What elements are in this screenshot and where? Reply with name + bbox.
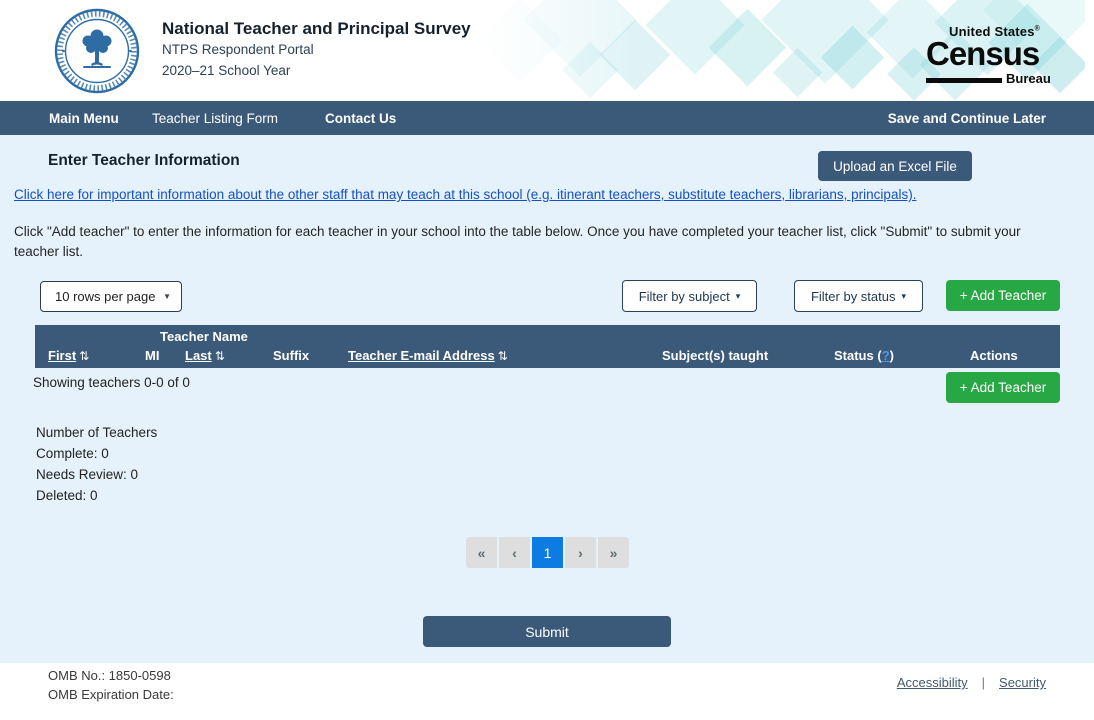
caret-down-icon: ▾ — [735, 290, 741, 301]
portal-subtitle: NTPS Respondent Portal — [162, 42, 314, 57]
census-logo-bar — [926, 78, 1002, 83]
caret-down-icon: ▾ — [901, 290, 907, 301]
col-subjects: Subject(s) taught — [662, 348, 769, 363]
submit-button[interactable]: Submit — [423, 616, 671, 647]
upload-excel-button[interactable]: Upload an Excel File — [818, 151, 972, 181]
content-area — [0, 135, 1094, 663]
pagination — [466, 537, 629, 568]
add-teacher-button-top[interactable]: + Add Teacher — [946, 280, 1060, 311]
security-link[interactable]: Security — [999, 675, 1046, 690]
census-logo-name: Census — [926, 35, 1040, 72]
nav-save-and-continue[interactable]: Save and Continue Later — [887, 111, 1046, 126]
stats-needs-review: Needs Review: 0 — [36, 467, 139, 482]
pagination-first-button[interactable]: « — [466, 537, 497, 568]
rows-per-page-value: 10 rows per page — [55, 289, 156, 304]
census-bureau-logo — [926, 24, 1052, 86]
instructions-text: Click "Add teacher" to enter the information for each teacher in your school into the table below. Once you have completed your teacher list, click "Submit" to submit your teacher list. — [14, 224, 1021, 259]
showing-teachers-text: Showing teachers 0-0 of 0 — [33, 375, 190, 390]
important-info-link[interactable]: Click here for important information about the other staff that may teach at this school (e.g. itinerant teachers, substitute teachers, librarians, principals). — [14, 187, 917, 202]
stats-complete: Complete: 0 — [36, 446, 109, 461]
col-group-teacher-name: Teacher Name — [160, 329, 248, 344]
nav-teacher-listing-form[interactable]: Teacher Listing Form — [152, 111, 279, 126]
pagination-last-button[interactable]: » — [598, 537, 629, 568]
accessibility-link[interactable]: Accessibility — [896, 675, 968, 690]
add-teacher-button-bottom[interactable]: + Add Teacher — [946, 372, 1060, 403]
select-caret-icon: ▼ — [163, 292, 171, 301]
stats-deleted: Deleted: 0 — [36, 488, 98, 503]
rows-per-page-select[interactable] — [40, 281, 182, 312]
stats-title: Number of Teachers — [36, 425, 158, 440]
nav-main-menu[interactable]: Main Menu — [49, 111, 119, 126]
col-suffix: Suffix — [273, 348, 310, 363]
col-mi: MI — [145, 348, 160, 363]
page-title: Enter Teacher Information — [48, 152, 240, 169]
sort-icon: ⇅ — [214, 349, 225, 363]
omb-number: OMB No.: 1850-0598 — [48, 668, 171, 683]
filter-by-subject-dropdown[interactable]: Filter by subject ▾ — [622, 280, 757, 312]
main-nav — [0, 101, 1094, 135]
sort-icon: ⇅ — [79, 349, 90, 363]
filter-by-status-dropdown[interactable]: Filter by status ▾ — [794, 280, 923, 312]
department-of-education-seal-icon — [53, 7, 141, 95]
nav-contact-us[interactable]: Contact Us — [325, 111, 397, 126]
pagination-prev-button[interactable]: ‹ — [499, 537, 530, 568]
registered-mark: ® — [1034, 25, 1041, 33]
page-footer — [0, 663, 1094, 720]
school-year: 2020–21 School Year — [162, 63, 291, 78]
census-logo-top: United States — [949, 24, 1035, 39]
status-help-link[interactable]: ? — [881, 348, 890, 363]
footer-separator: | — [981, 675, 986, 690]
survey-title: National Teacher and Principal Survey — [162, 19, 471, 38]
footer-links — [897, 675, 1046, 690]
col-email[interactable]: Teacher E-mail Address ⇅ — [348, 348, 508, 363]
pagination-next-button[interactable]: › — [565, 537, 596, 568]
col-first[interactable]: First ⇅ — [48, 348, 90, 363]
census-logo-bureau: Bureau — [1006, 71, 1051, 86]
omb-expiration: OMB Expiration Date: — [48, 687, 174, 702]
teacher-table-header — [35, 325, 1060, 368]
teacher-stats — [36, 422, 157, 506]
sort-icon: ⇅ — [497, 349, 508, 363]
col-actions: Actions — [970, 348, 1018, 363]
col-status: Status (?) — [834, 348, 894, 363]
app-header — [0, 0, 1094, 101]
pagination-page-1-button[interactable]: 1 — [532, 537, 563, 568]
col-last[interactable]: Last ⇅ — [185, 348, 225, 363]
